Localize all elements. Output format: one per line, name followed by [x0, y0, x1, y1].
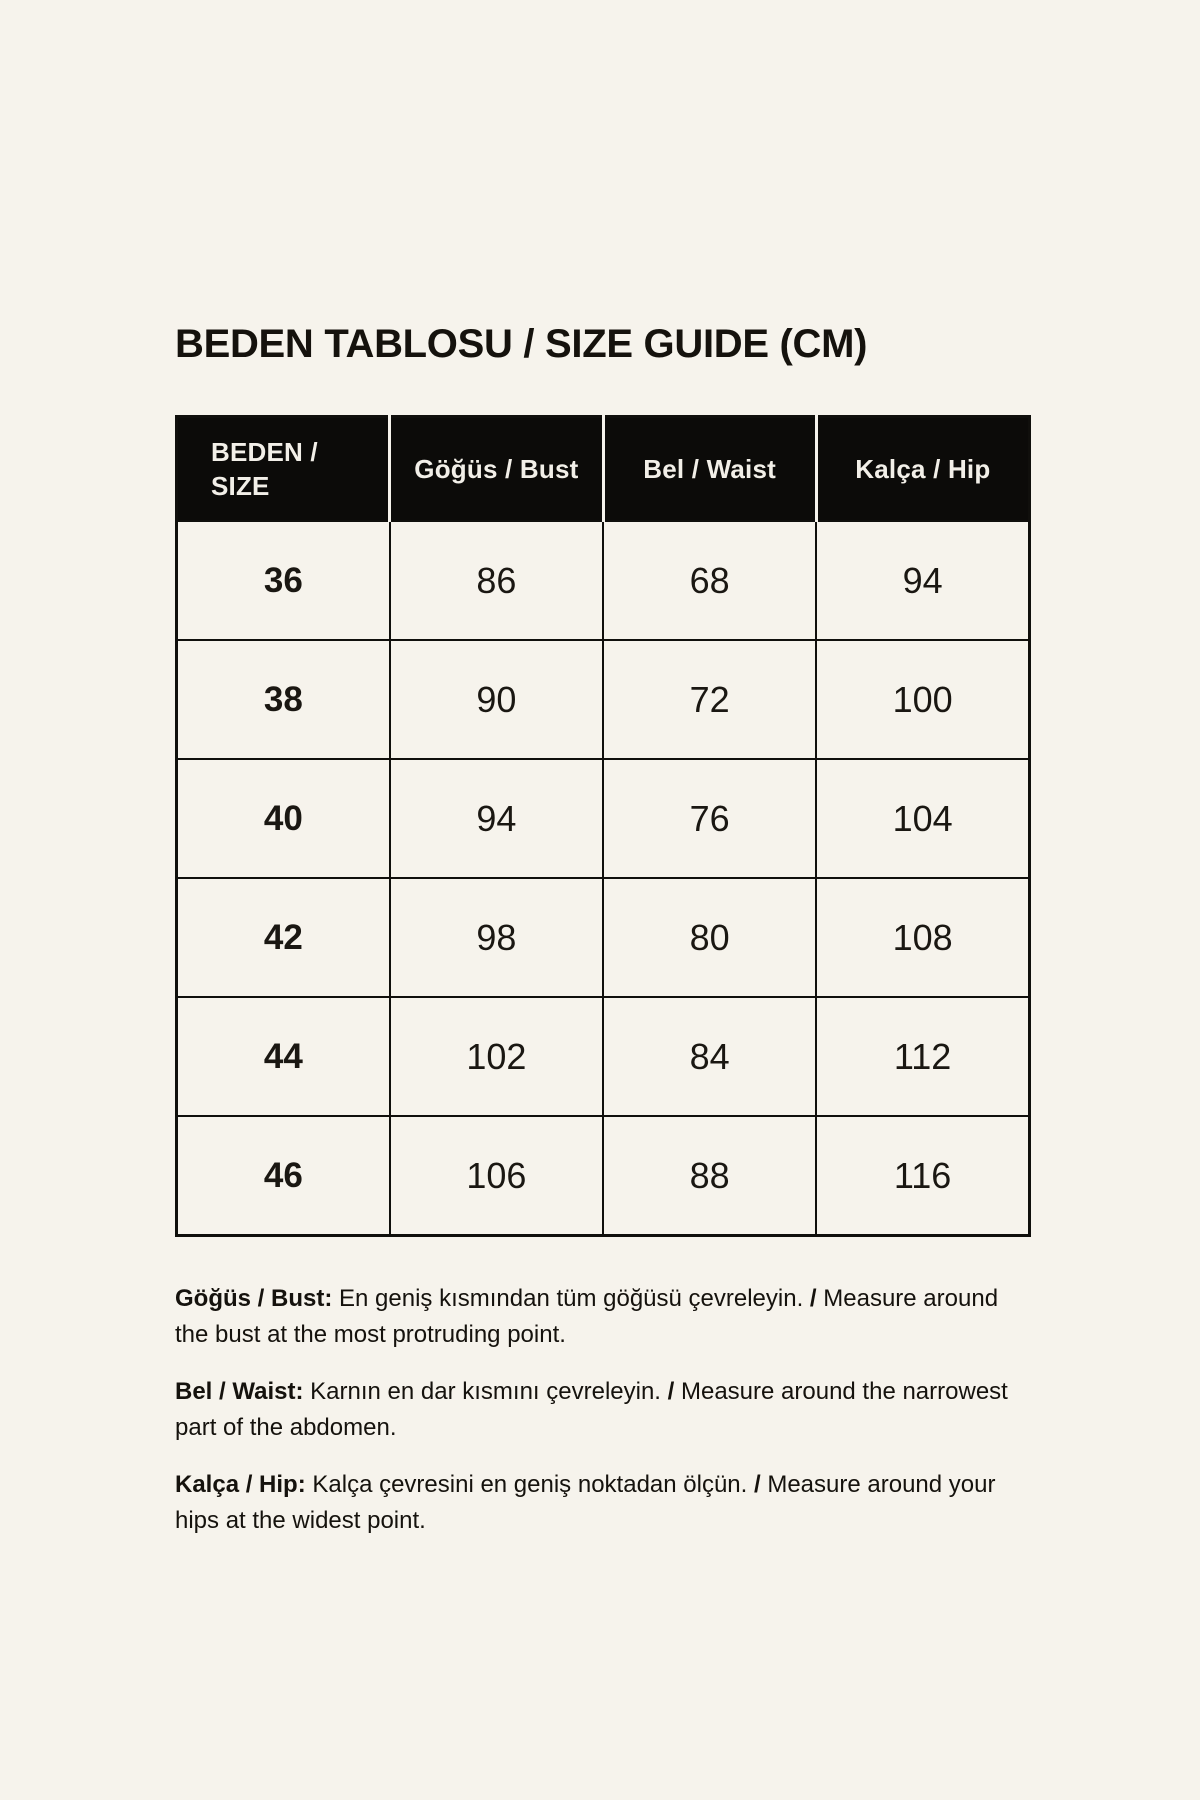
- cell-hip: 94: [816, 521, 1029, 640]
- cell-size: 46: [177, 1116, 390, 1236]
- cell-size: 42: [177, 878, 390, 997]
- note-bust: [175, 1281, 1015, 1353]
- cell-waist: 72: [603, 640, 816, 759]
- cell-hip: 116: [816, 1116, 1029, 1236]
- note-waist-text-en: Measure around the narrowest part of the abdomen.: [175, 1378, 1008, 1441]
- header-cell-hip: Kalça / Hip: [816, 417, 1029, 522]
- cell-size: 38: [177, 640, 390, 759]
- table-header: [177, 417, 1030, 522]
- cell-hip: 108: [816, 878, 1029, 997]
- cell-hip: 100: [816, 640, 1029, 759]
- header-size-line1: BEDEN /: [211, 437, 318, 467]
- note-waist-label: Bel / Waist:: [175, 1378, 304, 1405]
- header-cell-size: [177, 417, 390, 522]
- note-bust-label: Göğüs / Bust:: [175, 1285, 333, 1312]
- header-cell-bust: Göğüs / Bust: [390, 417, 603, 522]
- table-body: [177, 521, 1030, 1236]
- cell-bust: 98: [390, 878, 603, 997]
- cell-size: 36: [177, 521, 390, 640]
- measurement-notes: [175, 1281, 1015, 1560]
- table-row: [177, 521, 1030, 640]
- note-bust-text-en: Measure around the bust at the most protruding point.: [175, 1285, 999, 1348]
- table-row: [177, 997, 1030, 1116]
- table-row: [177, 878, 1030, 997]
- note-hip-separator: /: [754, 1471, 761, 1498]
- cell-size: 44: [177, 997, 390, 1116]
- cell-bust: 102: [390, 997, 603, 1116]
- note-waist: [175, 1374, 1015, 1446]
- note-hip-label: Kalça / Hip:: [175, 1471, 306, 1498]
- note-bust-text-tr: En geniş kısmından tüm göğüsü çevreleyin.: [339, 1285, 804, 1312]
- cell-waist: 68: [603, 521, 816, 640]
- cell-bust: 86: [390, 521, 603, 640]
- cell-waist: 88: [603, 1116, 816, 1236]
- note-hip-text-tr: Kalça çevresini en geniş noktadan ölçün.: [312, 1471, 748, 1498]
- cell-hip: 112: [816, 997, 1029, 1116]
- header-row: [177, 417, 1030, 522]
- cell-bust: 106: [390, 1116, 603, 1236]
- note-bust-separator: /: [809, 1285, 817, 1312]
- cell-waist: 80: [603, 878, 816, 997]
- note-hip-text-en: Measure around your hips at the widest point.: [175, 1471, 996, 1534]
- header-size-line2: SIZE: [211, 471, 270, 501]
- table-row: [177, 640, 1030, 759]
- size-guide-table: [175, 415, 1031, 1237]
- page-title: BEDEN TABLOSU / SIZE GUIDE (CM): [175, 322, 868, 366]
- note-waist-separator: /: [667, 1378, 675, 1405]
- cell-hip: 104: [816, 759, 1029, 878]
- cell-bust: 94: [390, 759, 603, 878]
- cell-bust: 90: [390, 640, 603, 759]
- note-hip: [175, 1467, 1015, 1539]
- table-row: [177, 1116, 1030, 1236]
- header-cell-waist: Bel / Waist: [603, 417, 816, 522]
- cell-waist: 76: [603, 759, 816, 878]
- cell-size: 40: [177, 759, 390, 878]
- cell-waist: 84: [603, 997, 816, 1116]
- table-row: [177, 759, 1030, 878]
- note-waist-text-tr: Karnın en dar kısmını çevreleyin.: [310, 1378, 661, 1405]
